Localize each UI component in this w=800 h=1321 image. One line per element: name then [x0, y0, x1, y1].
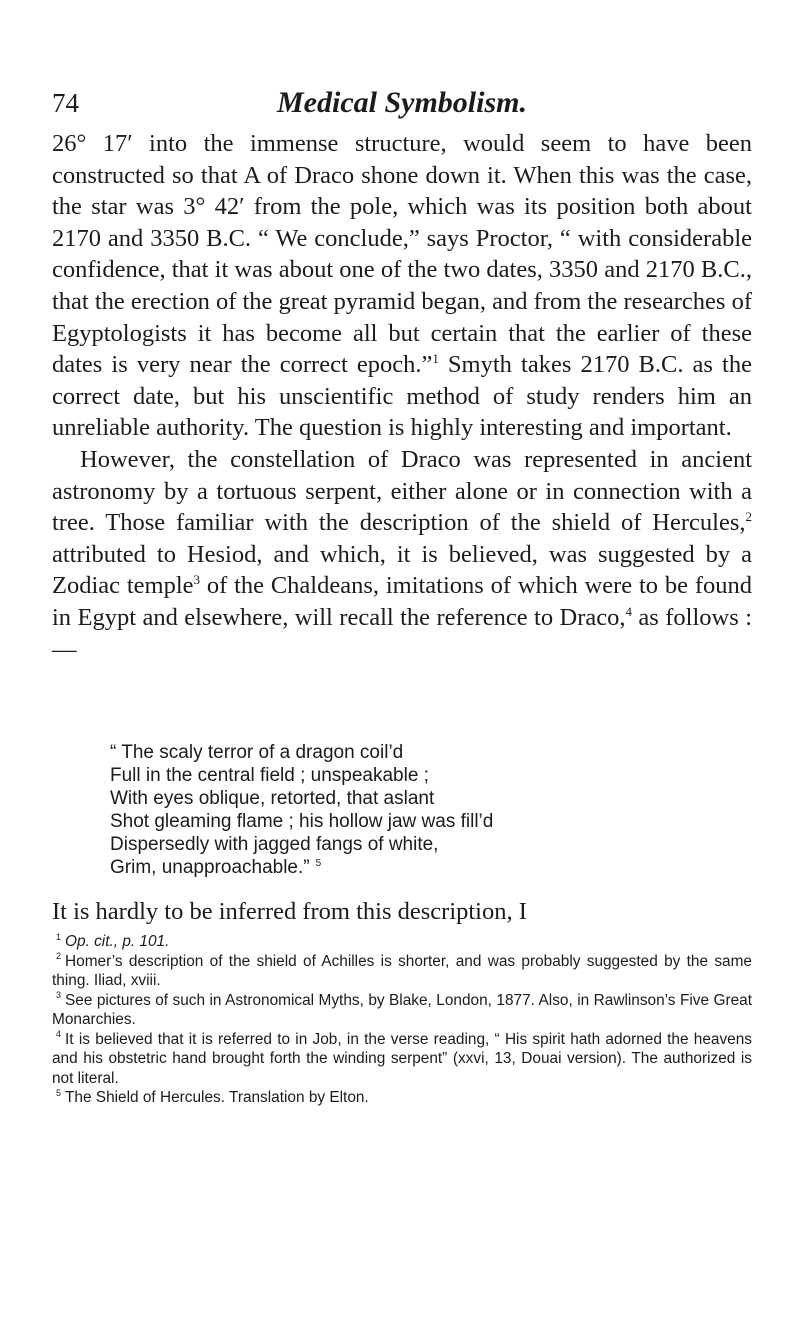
- page-number: 74: [52, 88, 79, 118]
- footnote-3: [52, 991, 752, 1030]
- poem-line: Dispersedly with jagged fangs of white,: [110, 834, 439, 855]
- footnote-ref-4: 4: [625, 603, 632, 619]
- paragraph-2: [52, 444, 752, 665]
- footnotes: [52, 932, 752, 1108]
- footnote-4: [52, 1030, 752, 1089]
- running-title: Medical Symbolism.: [277, 86, 527, 119]
- paragraph-2-text-c: of the Chaldeans, imitations of which were to be found in Egypt and elsewhere, will recall the reference to Draco,: [52, 572, 752, 631]
- footnote-mark: 5: [56, 1087, 62, 1098]
- poem-line-last-text: Grim, unapproachable.”: [110, 857, 310, 878]
- footnote-mark: 2: [56, 951, 62, 962]
- paragraph-2-text-b: attributed to Hesiod, and which, it is believed, was suggested by a Zodiac temple: [52, 540, 752, 600]
- poem-line: With eyes oblique, retorted, that aslant: [110, 788, 435, 809]
- footnote-5: [52, 1088, 752, 1108]
- paragraph-1: [52, 128, 752, 444]
- footnote-ref-3: 3: [193, 572, 201, 588]
- footnote-ref-2: 2: [745, 508, 752, 524]
- poem-quotation: [110, 741, 710, 879]
- body-text: [52, 128, 752, 665]
- paragraph-1-text-a: 26° 17′ into the immense structure, would seem to have been constructed so that A of Draco shone down it. When this was the case, the star was 3° 42′ from the pole, which was its position both about 2170 and 3350 B.C. “ We conclude,” says Proctor, “ with considerable confidence, that it was about one of the two dates, 3350 and 2170 B.C., that the erection of the great pyramid began, and from the researches of Egyptologists it has become all but certain that the earlier of these dates is very near the correct epoch.”: [52, 130, 752, 379]
- footnote-ref-1: 1: [432, 351, 439, 366]
- footnote-mark: 4: [56, 1029, 62, 1040]
- poem-line-last: [110, 856, 710, 879]
- footnote-text: Op. cit., p. 101.: [65, 933, 170, 950]
- footnote-text: The Shield of Hercules. Translation by Elton.: [65, 1089, 369, 1106]
- footnote-mark: 3: [56, 990, 62, 1001]
- footnote-ref-5: 5: [315, 857, 322, 869]
- footnote-text: Homer’s description of the shield of Achilles is shorter, and was probably suggested by the same thing. Iliad, xviii.: [52, 952, 752, 989]
- poem-line: Full in the central field ; unspeakable ;: [110, 765, 429, 786]
- page-header: [52, 86, 752, 120]
- footnote-2: [52, 952, 752, 991]
- paragraph-2-text-d: as follows :—: [52, 603, 752, 663]
- paragraph-1-text-b: Smyth takes 2170 B.C. as the correct date, but his unscientific method of study renders him an unreliable authority. The question is highly interesting and important.: [52, 351, 752, 442]
- paragraph-2-text-a: However, the constellation of Draco was represented in ancient astronomy by a tortuous serpent, either alone or in connection with a tree. Those familiar with the description of the shield of Hercules,: [52, 445, 752, 537]
- footnote-text: See pictures of such in Astronomical Myths, by Blake, London, 1877. Also, in Rawlinson’s Five Great Monarchies.: [52, 991, 752, 1028]
- poem-line: Shot gleaming flame ; his hollow jaw was fill’d: [110, 811, 494, 832]
- footnote-text: It is believed that it is referred to in Job, in the verse reading, “ His spirit hath adorned the heavens and his obstetric hand brought forth the winding serpent” (xxvi, 13, Douai version). The authorized is not literal.: [52, 1030, 752, 1087]
- footnote-mark: 1: [56, 931, 62, 942]
- paragraph-3: It is hardly to be inferred from this description, I: [52, 898, 527, 925]
- footnote-1: [52, 932, 752, 952]
- poem-line: “ The scaly terror of a dragon coil’d: [110, 742, 404, 763]
